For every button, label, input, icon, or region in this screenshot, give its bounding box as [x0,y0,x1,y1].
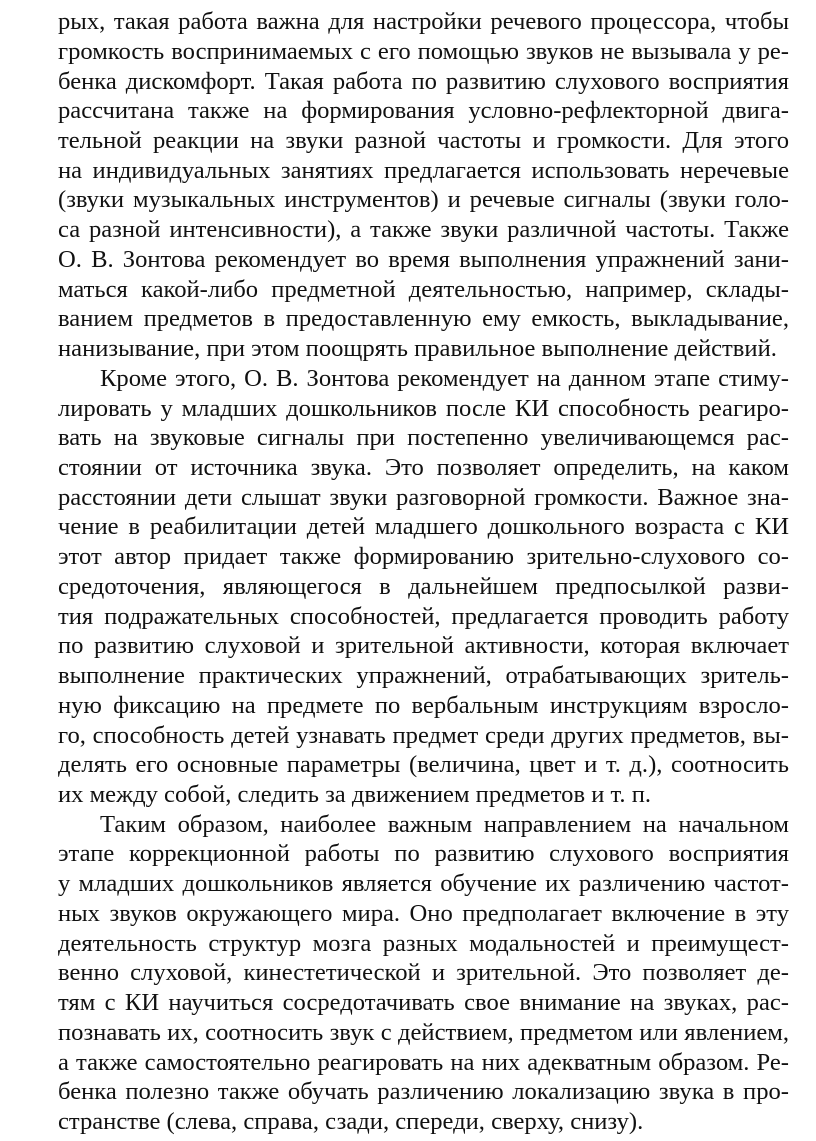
text-line: на индивидуальных занятиях предлагается использовать неречевые [58,156,789,184]
text-line: нанизывание, при этом поощрять правильное выполнение действий. [58,335,777,362]
text-line: средоточения, являющегося в дальнейшем предпосылкой разви- [58,572,789,600]
text-line: громкость воспринимаемых с его помощью звуков не вызывала у ре- [58,37,789,65]
text-line: деятельность структур мозга разных модальностей и преимущест- [58,929,789,957]
text-line: познавать их, соотносить звук с действием, предметом или явлением, [58,1018,789,1046]
text-line: Таким образом, наиболее важным направлением на начальном [100,810,789,838]
text-line: ванием предметов в предоставленную ему емкость, выкладывание, [58,305,789,333]
text-line: ную фиксацию на предмете по вербальным инструкциям взросло- [58,691,789,719]
text-line: бенка дискомфорт. Такая работа по развитию слухового восприятия [58,67,789,95]
text-line: маться какой-либо предметной деятельностью, например, склады- [58,275,789,303]
text-line: ных звуков окружающего мира. Оно предполагает включение в эту [58,899,789,927]
text-line: выполнение практических упражнений, отрабатывающих зритель- [58,662,789,690]
text-line: их между собой, следить за движением предметов и т. п. [58,781,652,808]
text-line: рых, такая работа важна для настройки речевого процессора, чтобы [58,8,789,35]
text-line: этапе коррекционной работы по развитию слухового восприятия [58,840,789,868]
text-line: по развитию слуховой и зрительной активности, которая включает [58,632,789,660]
text-line: расстоянии дети слышат звуки разговорной громкости. Важное зна- [58,483,789,511]
text-line: вать на звуковые сигналы при постепенно увеличивающемся рас- [58,424,789,452]
text-line: са разной интенсивности), а также звуки различной частоты. Также [58,216,789,244]
text-line: (звуки музыкальных инструментов) и речевые сигналы (звуки голо- [58,186,789,214]
text-line: тям с КИ научиться сосредотачивать свое внимание на звуках, рас- [58,989,789,1017]
text-line: стоянии от источника звука. Это позволяет определить, на каком [58,453,789,481]
text-line: венно слуховой, кинестетической и зрительной. Это позволяет де- [58,959,789,987]
text-line: странстве (слева, справа, сзади, спереди, сверху, снизу). [58,1108,644,1135]
text-line: рассчитана также на формирования условно-рефлекторной двига- [58,97,789,125]
text-line: чение в реабилитации детей младшего дошкольного возраста с КИ [58,513,789,541]
text-line: этот автор придает также формированию зрительно-слухового со- [58,543,789,571]
text-line: Кроме этого, О. В. Зонтова рекомендует на данном этапе стиму- [100,364,789,392]
text-line: делять его основные параметры (величина, цвет и т. д.), соотносить [58,751,789,779]
text-line: бенка полезно также обучать различению локализацию звука в про- [58,1078,789,1106]
text-line: О. В. Зонтова рекомендует во время выполнения упражнений зани- [58,245,789,273]
text-line: тельной реакции на звуки разной частоты и громкости. Для этого [58,126,789,154]
text-line: лировать у младших дошкольников после КИ способность реагиро- [58,394,789,422]
text-line: у младших дошкольников является обучение их различению частот- [58,870,789,898]
text-line: го, способность детей узнавать предмет среди других предметов, вы- [58,721,789,749]
text-line: тия подражательных способностей, предлагается проводить работу [58,602,789,630]
text-line: а также самостоятельно реагировать на них адекватным образом. Ре- [58,1048,789,1076]
